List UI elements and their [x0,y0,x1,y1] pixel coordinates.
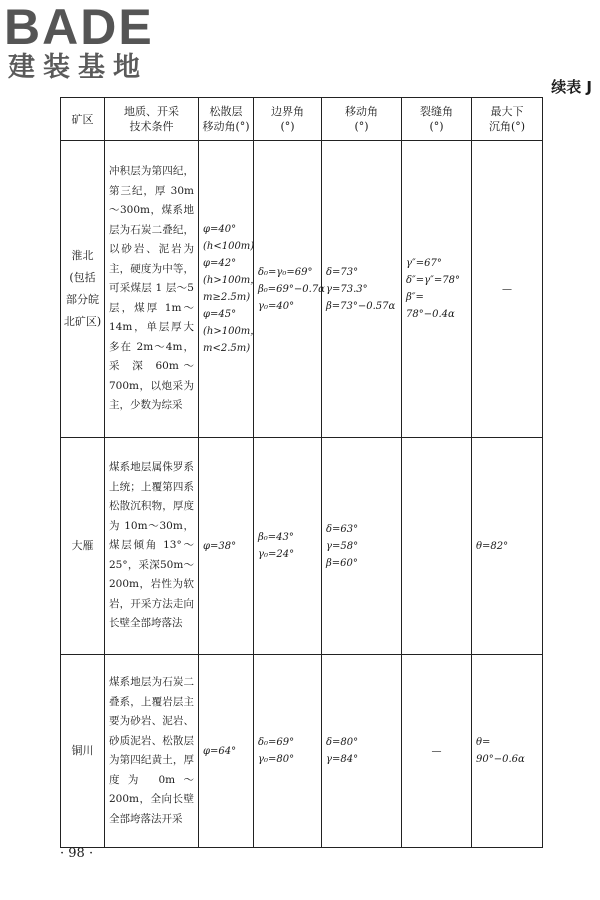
geology-cell: 煤系地层为石炭二叠系，上覆岩层主要为砂岩、泥岩、砂质泥岩、松散层为第四纪黄土，厚度为 0m～200m，全向长壁全部垮落法开采 [105,655,199,848]
area-cell: 淮北 (包括 部分皖 北矿区) [61,141,105,438]
header-movement-angle: 移动角 (°) [322,98,402,141]
max-subsidence-cell: — [472,141,543,438]
header-mining-area: 矿区 [61,98,105,141]
max-subsidence-cell: θ=82° [472,438,543,655]
crack-angle-cell: — [402,655,472,848]
movement-angle-cell: δ=63° γ=58° β=60° [322,438,402,655]
boundary-angle-cell: δ₀=69° γ₀=80° [254,655,322,848]
table-header-row [61,98,543,141]
table-row [61,438,543,655]
area-cell: 大雁 [61,438,105,655]
area-cell: 铜川 [61,655,105,848]
crack-angle-cell [402,438,472,655]
loose-layer-cell: φ=38° [199,438,254,655]
header-geology-conditions: 地质、开采 技术条件 [105,98,199,141]
table-row [61,655,543,848]
rock-movement-parameters-table [60,97,543,848]
geology-cell: 煤系地层属侏罗系上统；上覆第四系松散沉积物，厚度为 10m～30m，煤层倾角 13°～25°，采深50m～200m，岩性为软岩，开采方法走向长壁全部垮落法 [105,438,199,655]
header-crack-angle: 裂缝角 (°) [402,98,472,141]
movement-angle-cell: δ=73° γ=73.3° β=73°−0.57α [322,141,402,438]
boundary-angle-cell: β₀=43° γ₀=24° [254,438,322,655]
header-boundary-angle: 边界角 (°) [254,98,322,141]
header-loose-layer-angle: 松散层 移动角(°) [199,98,254,141]
geology-cell: 冲积层为第四纪，第三纪，厚 30m～300m，煤系地层为石炭二叠纪，以砂岩、泥岩为主，硬度为中等，可采煤层 1 层～5 层，煤厚 1m～14m，单层厚大多在 2m～4m，采 深 60m～700m，以炮采为主，少数为综采 [105,141,199,438]
table-row [61,141,543,438]
continued-table-label: 续表 J [551,78,592,96]
bade-logo [4,2,184,84]
header-max-subsidence-angle: 最大下 沉角(°) [472,98,543,141]
loose-layer-cell: φ=40° (h<100m) φ=42° (h>100m， m≥2.5m) φ=45° (h>100m， m<2.5m) [199,141,254,438]
logo-text: BADE [4,0,154,55]
logo-subtitle: 建装基地 [8,52,148,83]
crack-angle-cell: γ″=67° δ″=γ″=78° β″= 78°−0.4α [402,141,472,438]
boundary-angle-cell: δ₀=γ₀=69° β₀=69°−0.7α γ₀=40° [254,141,322,438]
max-subsidence-cell: θ= 90°−0.6α [472,655,543,848]
page-number: · 98 · [60,846,94,861]
loose-layer-cell: φ=64° [199,655,254,848]
movement-angle-cell: δ=80° γ=84° [322,655,402,848]
